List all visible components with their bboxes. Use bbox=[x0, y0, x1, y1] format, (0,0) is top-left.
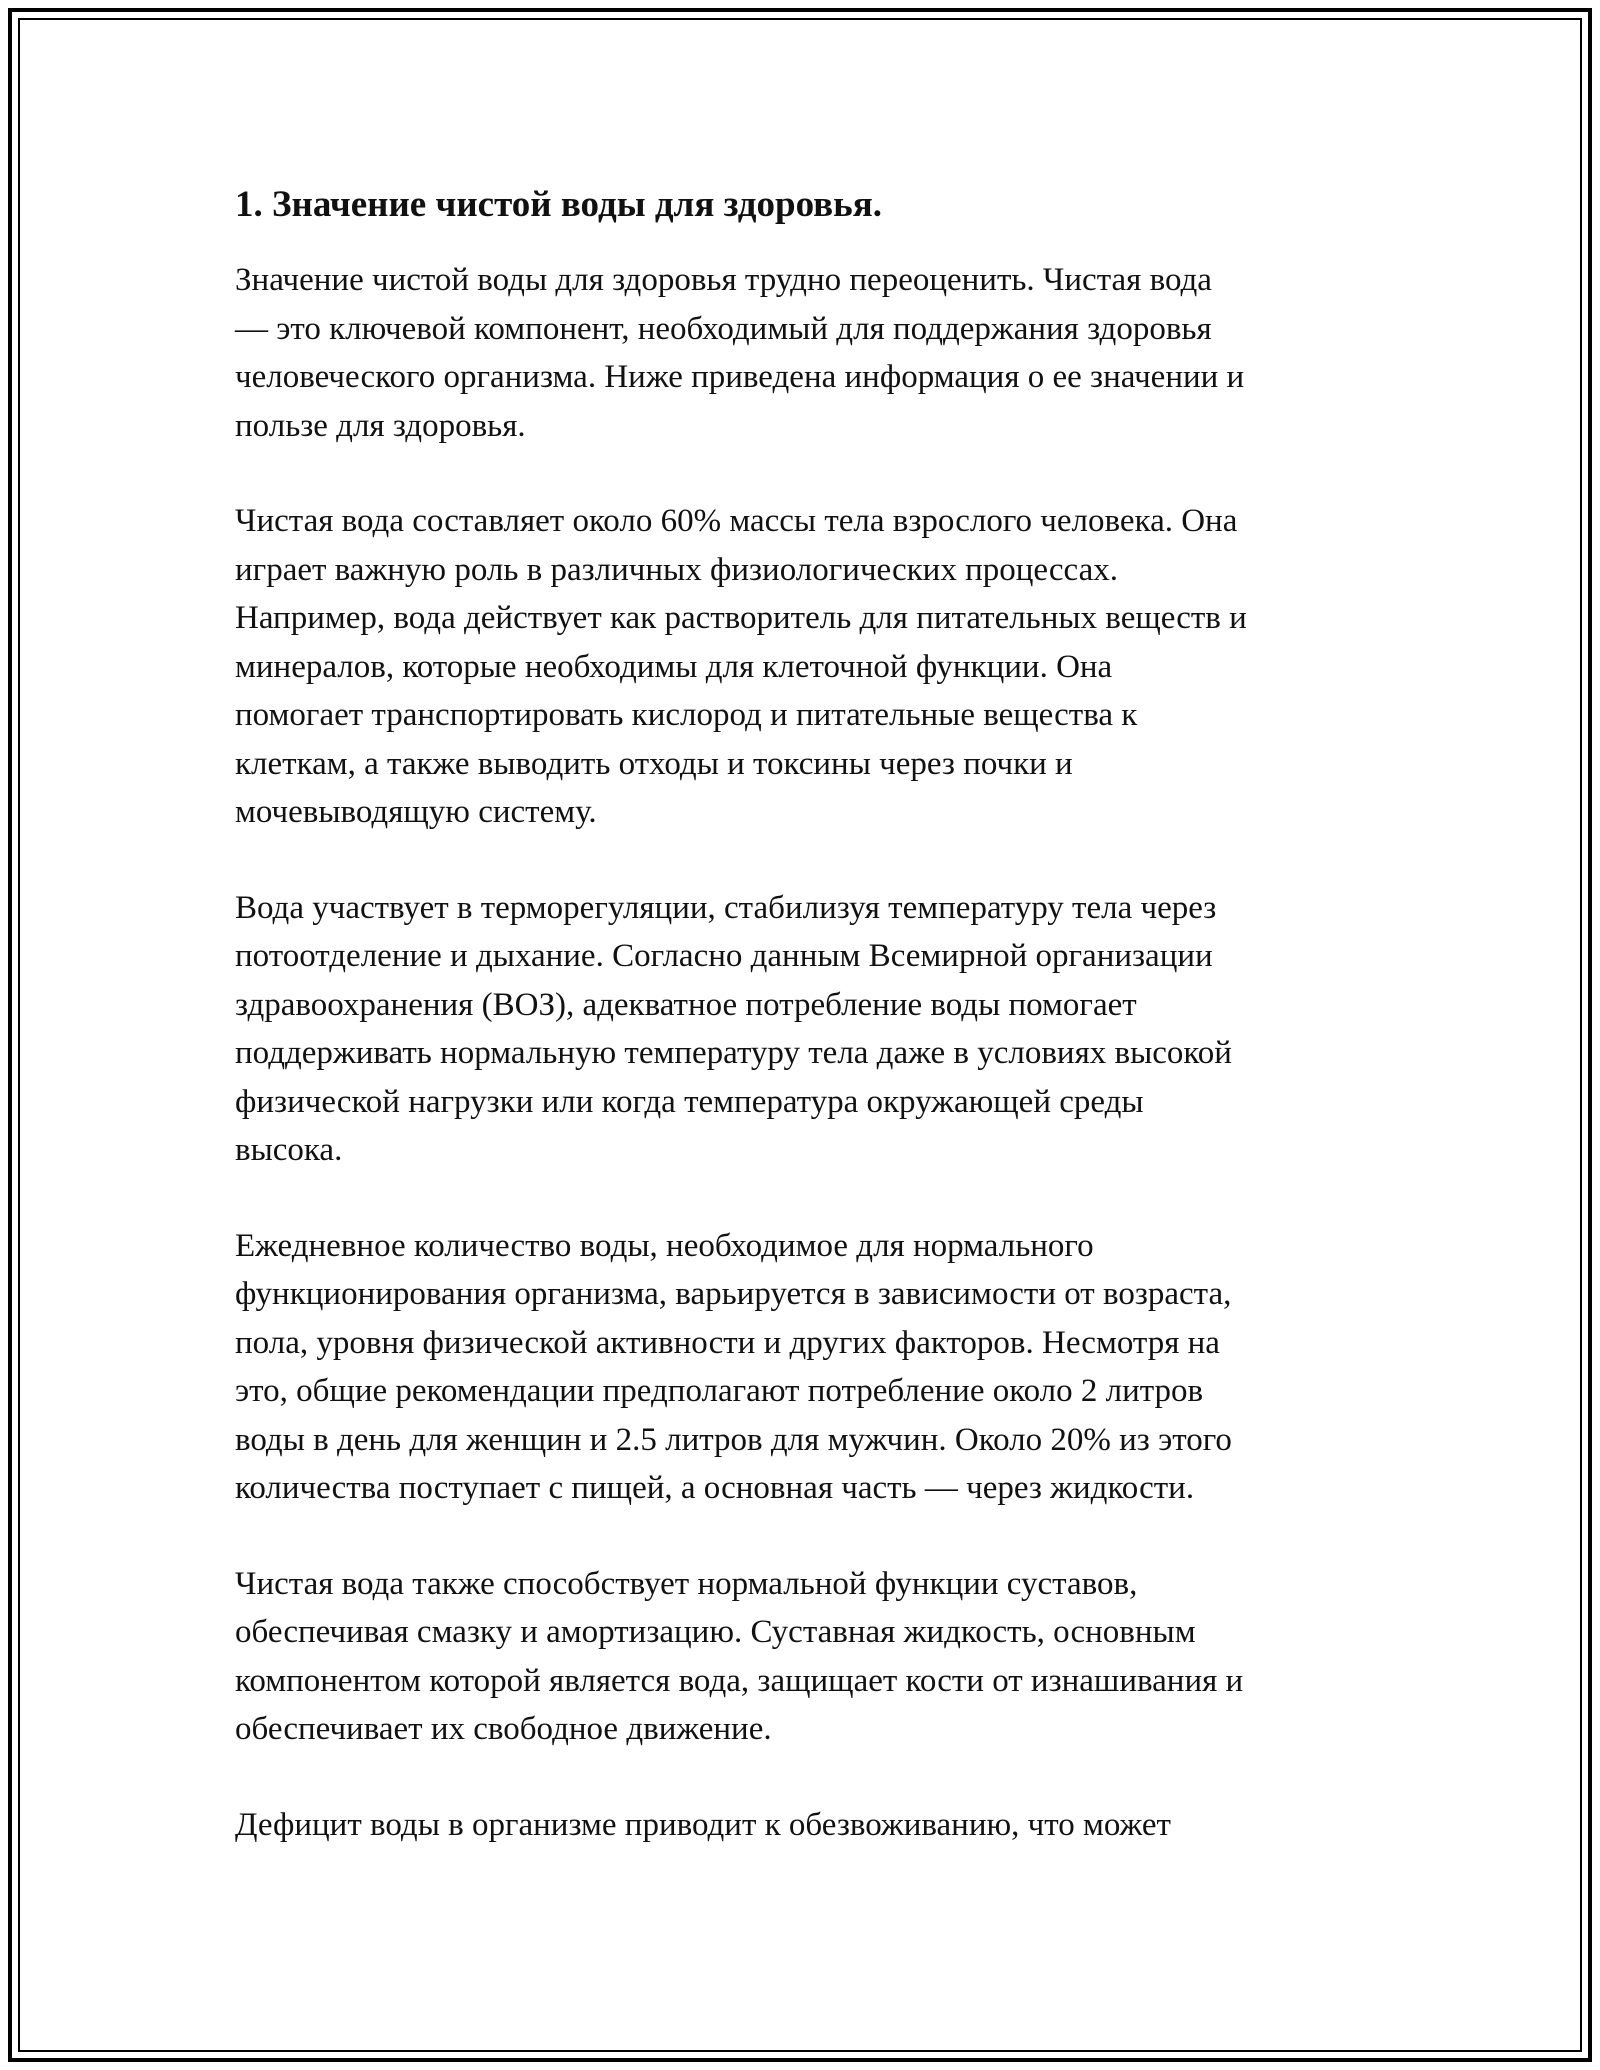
text-line: Вода участвует в терморегуляции, стабилизуя температуру тела через bbox=[235, 889, 1217, 926]
text-line: Чистая вода составляет около 60% массы тела взрослого человека. Она bbox=[235, 503, 1238, 539]
paragraph-intro bbox=[235, 256, 1375, 450]
text-line: обеспечивает их свободное движение. bbox=[235, 1711, 772, 1747]
text-line: играет важную роль в различных физиологических процессах. bbox=[235, 551, 1118, 588]
text-line: Ежедневное количество воды, необходимое для нормального bbox=[235, 1227, 1094, 1264]
text-line: это, общие рекомендации предполагают потребление около 2 литров bbox=[235, 1373, 1204, 1409]
text-line: пола, уровня физической активности и других факторов. Несмотря на bbox=[235, 1324, 1220, 1361]
text-line: минералов, которые необходимы для клеточной функции. Она bbox=[235, 648, 1113, 685]
text-line: — это ключевой компонент, необходимый для поддержания здоровья bbox=[235, 310, 1212, 347]
text-line: клеткам, а также выводить отходы и токсины через почки и bbox=[235, 745, 1073, 782]
text-line: компонентом которой является вода, защищает кости от изнашивания и bbox=[235, 1662, 1244, 1699]
text-line: воды в день для женщин и 2.5 литров для мужчин. Около 20% из этого bbox=[235, 1421, 1232, 1458]
paragraph-thermoregulation bbox=[235, 884, 1375, 1175]
text-line: потоотделение и дыхание. Согласно данным Всемирной организации bbox=[235, 938, 1213, 974]
text-line: Например, вода действует как растворитель для питательных веществ и bbox=[235, 600, 1247, 636]
text-line: физической нагрузки или когда температура окружающей среды bbox=[235, 1083, 1144, 1120]
document-body bbox=[235, 180, 1375, 1896]
text-line: здравоохранения (ВОЗ), адекватное потребление воды помогает bbox=[235, 986, 1137, 1023]
text-line: высока. bbox=[235, 1132, 343, 1168]
text-line: количества поступает с пищей, а основная часть — через жидкости. bbox=[235, 1470, 1195, 1506]
paragraph-daily-intake bbox=[235, 1222, 1375, 1513]
section-heading: 1. Значение чистой воды для здоровья. bbox=[235, 184, 882, 225]
text-line: мочевыводящую систему. bbox=[235, 794, 597, 830]
text-line: Чистая вода также способствует нормальной функции суставов, bbox=[235, 1565, 1138, 1602]
paragraph-dehydration bbox=[235, 1801, 1375, 1850]
text-line: помогает транспортировать кислород и питательные вещества к bbox=[235, 697, 1138, 733]
text-line: человеческого организма. Ниже приведена информация о ее значении и bbox=[235, 359, 1245, 395]
text-line: функционирования организма, варьируется в зависимости от возраста, bbox=[235, 1276, 1232, 1312]
paragraph-body-mass bbox=[235, 497, 1375, 837]
text-line: пользе для здоровья. bbox=[235, 407, 526, 444]
text-line: Значение чистой воды для здоровья трудно переоценить. Чистая вода bbox=[235, 262, 1212, 298]
paragraph-joints bbox=[235, 1560, 1375, 1754]
text-line: Дефицит воды в организме приводит к обезвоживанию, что может bbox=[235, 1806, 1171, 1843]
text-line: поддерживать нормальную температуру тела даже в условиях высокой bbox=[235, 1035, 1232, 1071]
text-line: обеспечивая смазку и амортизацию. Суставная жидкость, основным bbox=[235, 1614, 1196, 1650]
